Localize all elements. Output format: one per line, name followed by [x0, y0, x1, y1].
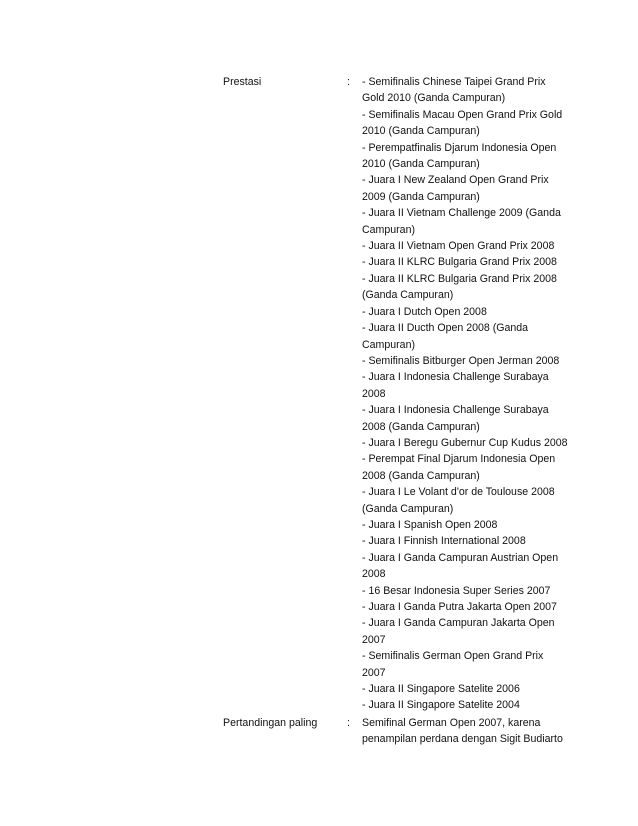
text-line: - Juara I Indonesia Challenge Surabaya: [362, 404, 549, 417]
text-line: (Ganda Campuran): [362, 502, 454, 515]
field-value-pertandingan-paling: [362, 715, 567, 748]
text-line: - Juara I Ganda Putra Jakarta Open 2007: [362, 601, 557, 613]
text-line: 2007: [362, 666, 386, 679]
text-line: - Perempatfinalis Djarum Indonesia Open: [362, 141, 557, 154]
text-line: - Semifinalis Macau Open Grand Prix Gold: [362, 108, 563, 121]
text-line: 2008: [362, 387, 386, 400]
field-value-prestasi: [362, 74, 567, 714]
text-line: Gold 2010 (Ganda Campuran): [362, 92, 506, 105]
text-line: 2010 (Ganda Campuran): [362, 158, 480, 171]
text-line: - Juara I Indonesia Challenge Surabaya: [362, 371, 549, 384]
text-line: Campuran): [362, 338, 415, 351]
text-line: - Juara II Vietnam Open Grand Prix 2008: [362, 240, 555, 253]
text-line: (Ganda Campuran): [362, 289, 454, 302]
text-line: 2010 (Ganda Campuran): [362, 125, 480, 138]
text-line: - Juara I Le Volant d'or de Toulouse 2008: [362, 486, 555, 499]
text-line: - Juara I New Zealand Open Grand Prix: [362, 174, 549, 187]
text-line: - Semifinalis Bitburger Open Jerman 2008: [362, 354, 560, 367]
text-line: 2009 (Ganda Campuran): [362, 190, 480, 203]
field-label-pertandingan-paling: Pertandingan paling: [223, 717, 318, 729]
text-line: 2008 (Ganda Campuran): [362, 420, 480, 433]
text-line: - Juara II Ducth Open 2008 (Ganda: [362, 322, 529, 335]
text-line: - Juara II KLRC Bulgaria Grand Prix 2008: [362, 256, 557, 269]
text-line: - Juara I Ganda Campuran Austrian Open: [362, 551, 559, 564]
text-line: 2008: [362, 568, 386, 581]
field-separator: :: [347, 717, 350, 729]
text-line: Semifinal German Open 2007, karena: [362, 717, 541, 729]
text-line: - 16 Besar Indonesia Super Series 2007: [362, 584, 551, 597]
text-line: - Juara II Singapore Satelite 2006: [362, 683, 520, 696]
text-line: 2008 (Ganda Campuran): [362, 469, 480, 482]
text-line: penampilan perdana dengan Sigit Budiarto: [362, 733, 563, 746]
text-line: - Juara I Dutch Open 2008: [362, 305, 487, 318]
field-label-prestasi: Prestasi: [223, 76, 262, 88]
text-line: - Juara I Beregu Gubernur Cup Kudus 2008: [362, 436, 568, 449]
text-line: - Juara I Spanish Open 2008: [362, 518, 498, 531]
text-line: - Juara I Ganda Campuran Jakarta Open: [362, 617, 555, 630]
text-line: Campuran): [362, 223, 415, 236]
text-line: - Semifinalis Chinese Taipei Grand Prix: [362, 76, 546, 88]
text-line: - Juara II Singapore Satelite 2004: [362, 699, 520, 712]
text-line: - Perempat Final Djarum Indonesia Open: [362, 453, 556, 466]
text-line: 2007: [362, 633, 386, 646]
field-separator: :: [347, 76, 350, 88]
text-line: - Juara II KLRC Bulgaria Grand Prix 2008: [362, 272, 557, 285]
text-line: - Semifinalis German Open Grand Prix: [362, 650, 544, 663]
text-line: - Juara II Vietnam Challenge 2009 (Ganda: [362, 207, 561, 220]
text-line: - Juara I Finnish International 2008: [362, 535, 526, 548]
